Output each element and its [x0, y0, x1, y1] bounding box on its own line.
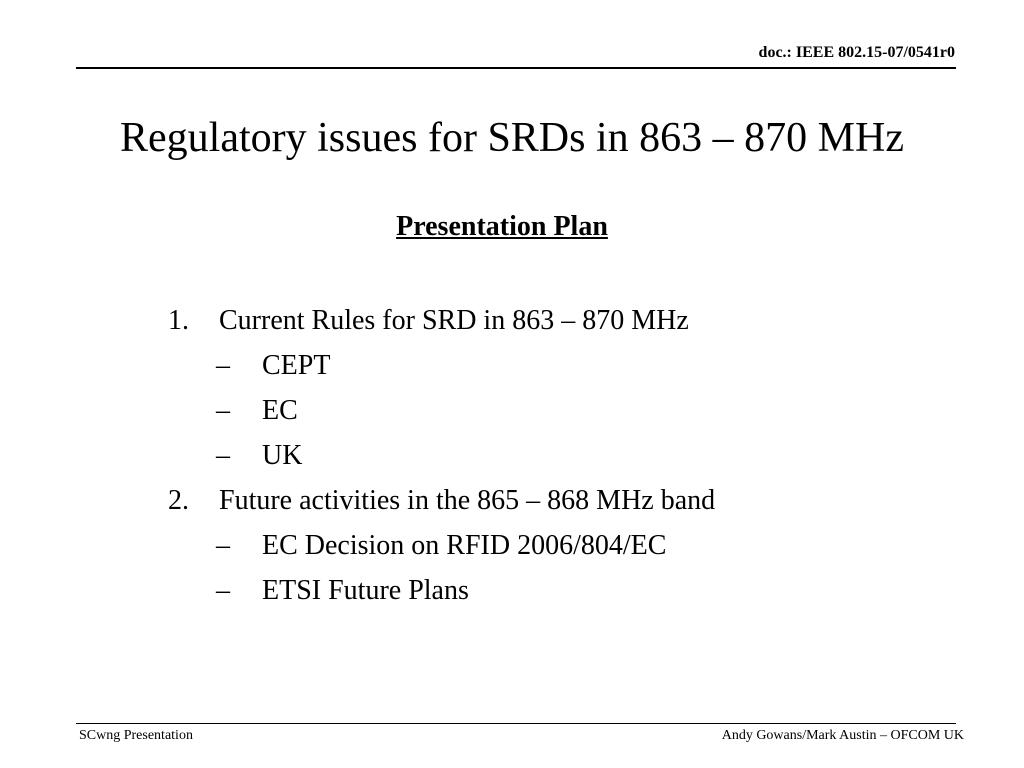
list-item-text: Current Rules for SRD in 863 – 870 MHz: [219, 305, 689, 336]
list-item-text: Future activities in the 865 – 868 MHz band: [219, 485, 716, 516]
header-rule: [76, 67, 956, 69]
dash-bullet: –: [216, 440, 230, 471]
footer-rule: [76, 723, 956, 724]
list-item-text: EC: [262, 395, 298, 426]
plan-subitem-uk: [168, 433, 715, 478]
plan-item-future-activities: [168, 478, 715, 523]
footer-left-text: SCwng Presentation: [79, 728, 193, 743]
plan-subitem-cept: [168, 343, 715, 388]
list-number: 2.: [168, 485, 189, 516]
footer-right-text: Andy Gowans/Mark Austin – OFCOM UK: [721, 728, 964, 743]
dash-bullet: –: [216, 530, 230, 561]
dash-bullet: –: [216, 395, 230, 426]
list-item-text: UK: [262, 440, 303, 471]
dash-bullet: –: [216, 575, 230, 606]
dash-bullet: –: [216, 350, 230, 381]
slide-subtitle: Presentation Plan: [396, 211, 608, 242]
list-number: 1.: [168, 305, 189, 336]
presentation-plan-list: [168, 298, 715, 613]
list-item-text: EC Decision on RFID 2006/804/EC: [262, 530, 667, 561]
list-item-text: CEPT: [262, 350, 331, 381]
plan-subitem-etsi-plans: [168, 568, 715, 613]
plan-item-current-rules: [168, 298, 715, 343]
list-item-text: ETSI Future Plans: [262, 575, 469, 606]
slide-title: Regulatory issues for SRDs in 863 – 870 MHz: [120, 115, 904, 161]
plan-subitem-ec: [168, 388, 715, 433]
plan-subitem-ec-decision: [168, 523, 715, 568]
doc-reference: doc.: IEEE 802.15-07/0541r0: [758, 44, 955, 61]
